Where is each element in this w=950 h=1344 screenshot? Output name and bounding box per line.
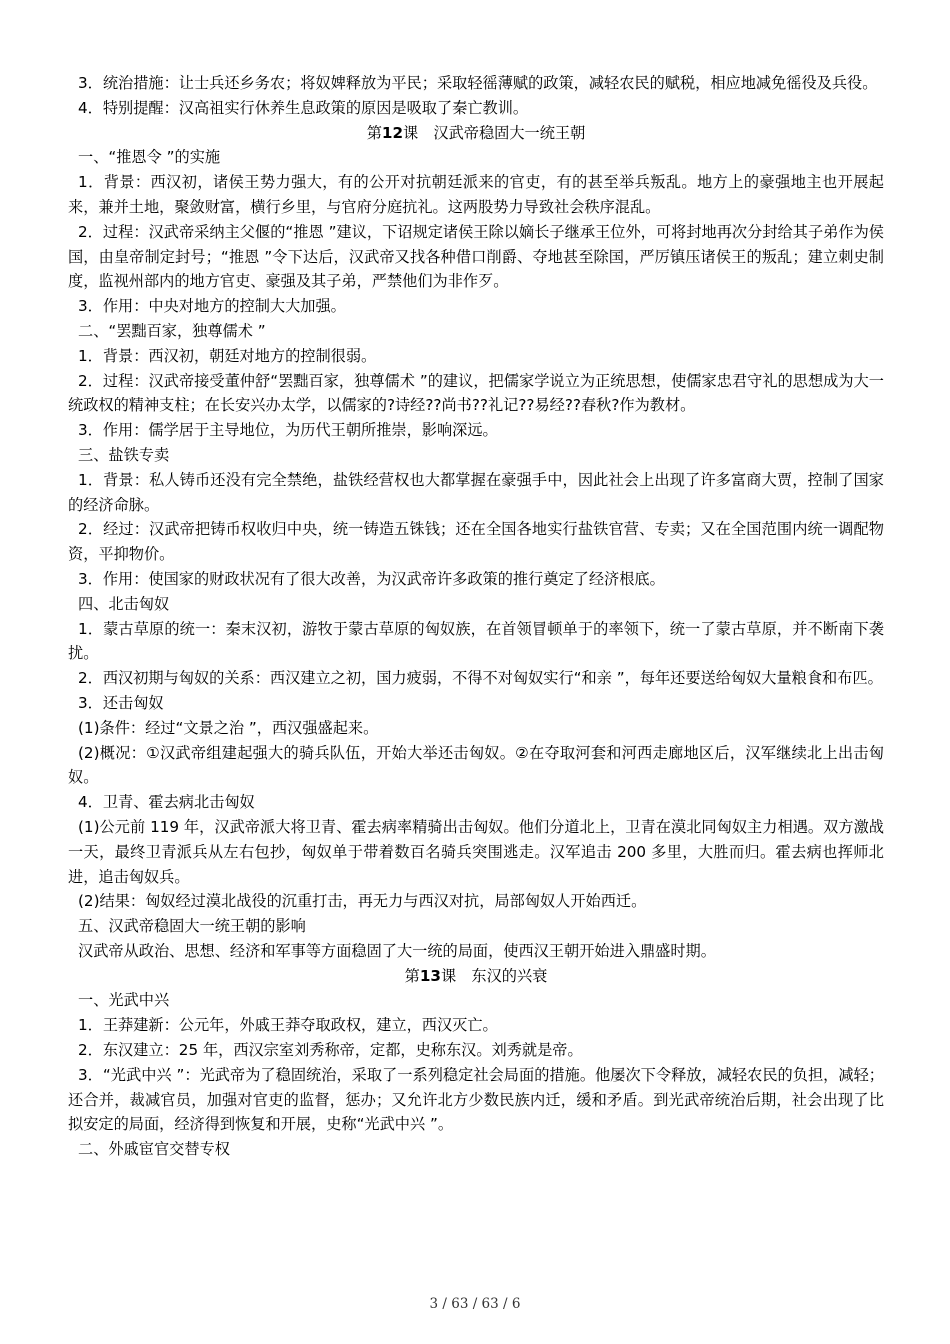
paragraph: 二、“罢黜百家，独尊儒术 ” xyxy=(78,321,266,340)
lesson-heading-prefix: 第 xyxy=(404,966,420,985)
lesson-number: 13 xyxy=(419,966,441,985)
paragraph: (1)公元前 119 年，汉武帝派大将卫青、霍去病率精骑出击匈奴。他们分道北上，卫青在漠北同匈奴主力相遇。双方激战一天，最终卫青派兵从左右包抄，匈奴单于带着数百名骑兵突围逃走。汉军追击 200 多里，大胜而归。霍去病也挥师北进，追击匈奴兵。 xyxy=(68,817,884,886)
paragraph: 1．背景：西汉初，朝廷对地方的控制很弱。 xyxy=(78,346,377,365)
paragraph: 一、“推恩令 ”的实施 xyxy=(78,148,221,167)
paragraph: 4．特别提醒：汉高祖实行休养生息政策的原因是吸取了秦亡教训。 xyxy=(78,98,529,117)
lesson-number: 12 xyxy=(381,123,404,142)
paragraph: 一、光武中兴 xyxy=(78,991,170,1010)
paragraph: (1)条件：经过“文景之治 ”，西汉强盛起来。 xyxy=(78,718,379,737)
paragraph: 3．统治措施：让士兵还乡务农；将奴婢释放为平民；采取轻徭薄赋的政策，减轻农民的赋税，相应地减免徭役及兵役。 xyxy=(78,74,878,92)
paragraph: 1．背景：西汉初，诸侯王势力强大，有的公开对抗朝廷派来的官吏，有的甚至举兵叛乱。地方上的豪强地主也开展起来，兼并土地，聚敛财富，横行乡里，与官府分庭抗礼。这两股势力导致社会秩序混乱。 xyxy=(68,173,884,216)
document-body xyxy=(68,71,884,1162)
page-number: 3 / 63 / 63 / 6 xyxy=(429,1296,521,1312)
paragraph: (2)结果：匈奴经过漠北战役的沉重打击，再无力与西汉对抗，局部匈奴人开始西迁。 xyxy=(78,892,647,911)
lesson-title: 课 东汉的兴衰 xyxy=(441,966,548,985)
paragraph: 1．蒙古草原的统一：秦末汉初，游牧于蒙古草原的匈奴族，在首领冒顿单于的率领下，统一了蒙古草原，并不断南下袭扰。 xyxy=(68,619,884,663)
paragraph: 2．过程：汉武帝采纳主父偃的“推恩 ”建议，下诏规定诸侯王除以嫡长子继承王位外，可将封地再次分封给其子弟作为侯国，由皇帝制定封号；“推恩 ”令下达后，汉武帝又找各种借口削爵、夺地甚至除国，严厉镇压诸侯王的叛乱；建立刺史制度，监视州部内的地方官吏、豪强及其子弟，严禁他们为非作歹。 xyxy=(68,222,884,291)
paragraph: 1．王莽建新：公元年，外戚王莽夺取政权，建立，西汉灭亡。 xyxy=(78,1016,498,1035)
paragraph: 1．背景：私人铸币还没有完全禁绝，盐铁经营权也大都掌握在豪强手中，因此社会上出现了许多富商大贾，控制了国家的经济命脉。 xyxy=(68,470,884,514)
lesson-heading xyxy=(68,964,884,989)
paragraph: 三、盐铁专卖 xyxy=(78,445,170,464)
paragraph: 2．东汉建立：25 年，西汉宗室刘秀称帝，定都，史称东汉。刘秀就是帝。 xyxy=(78,1041,583,1060)
paragraph: 五、汉武帝稳固大一统王朝的影响 xyxy=(78,917,306,936)
lesson-title: 课 汉武帝稳固大一统王朝 xyxy=(403,123,586,142)
paragraph: 2．西汉初期与匈奴的关系：西汉建立之初，国力疲弱，不得不对匈奴实行“和亲 ”，每年还要送给匈奴大量粮食和布匹。 xyxy=(78,669,883,688)
paragraph: 3．作用：使国家的财政状况有了很大改善，为汉武帝许多政策的推行奠定了经济根底。 xyxy=(78,569,665,588)
paragraph: 2．过程：汉武帝接受董仲舒“罢黜百家，独尊儒术 ”的建议，把儒家学说立为正统思想，使儒家忠君守礼的思想成为大一统政权的精神支柱；在长安兴办太学，以儒家的?诗经??尚书??礼记??易经??春秋?作为教材。 xyxy=(68,371,884,415)
paragraph: 3．“光武中兴 ”：光武帝为了稳固统治，采取了一系列稳定社会局面的措施。他屡次下令释放，减轻农民的负担，减轻；还合并，裁减官员，加强对官吏的监督，惩办；又允许北方少数民族内迁，缓和矛盾。到光武帝统治后期，社会出现了比拟安定的局面，经济得到恢复和开展，史称“光武中兴 ”。 xyxy=(68,1065,884,1134)
paragraph: (2)概况：①汉武帝组建起强大的骑兵队伍，开始大举还击匈奴。②在夺取河套和河西走廊地区后，汉军继续北上出击匈奴。 xyxy=(68,743,884,787)
paragraph: 3．还击匈奴 xyxy=(78,693,164,712)
lesson-heading-prefix: 第 xyxy=(366,123,382,142)
paragraph: 3．作用：中央对地方的控制大大加强。 xyxy=(78,297,346,316)
paragraph: 2．经过：汉武帝把铸币权收归中央，统一铸造五铢钱；还在全国各地实行盐铁官营、专卖；又在全国范围内统一调配物资，平抑物价。 xyxy=(68,520,884,564)
paragraph: 4．卫青、霍去病北击匈奴 xyxy=(78,793,255,812)
paragraph: 四、北击匈奴 xyxy=(78,594,170,613)
paragraph: 二、外戚宦官交替专权 xyxy=(78,1140,230,1159)
paragraph: 3．作用：儒学居于主导地位，为历代王朝所推崇，影响深远。 xyxy=(78,421,498,440)
lesson-heading xyxy=(68,121,884,146)
paragraph: 汉武帝从政治、思想、经济和军事等方面稳固了大一统的局面，使西汉王朝开始进入鼎盛时期。 xyxy=(78,941,716,960)
